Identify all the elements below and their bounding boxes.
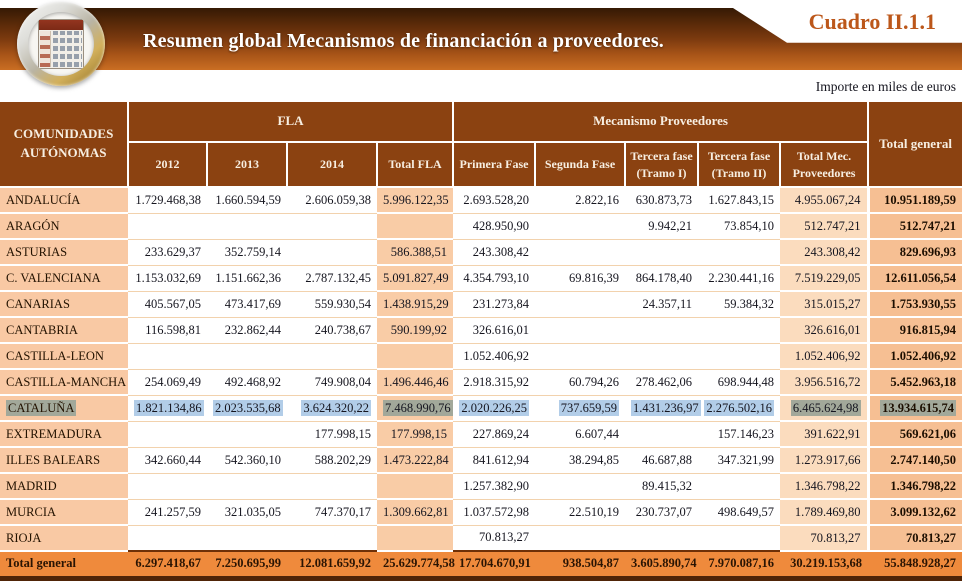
cell-segunda-fase-total: 938.504,87 bbox=[535, 551, 625, 578]
cell-tercera-fase-tramo-i: 24.357,11 bbox=[625, 291, 698, 317]
table-row bbox=[0, 187, 962, 213]
community-name: MADRID bbox=[0, 473, 128, 499]
calculator-display bbox=[39, 20, 83, 30]
cell-tercera-fase-tramo-i: 230.737,07 bbox=[625, 499, 698, 525]
cell-tercera-fase-tramo-ii: 498.649,57 bbox=[698, 499, 780, 525]
cell-primera-fase: 1.257.382,90 bbox=[453, 473, 535, 499]
cell-tercera-fase-tramo-ii bbox=[698, 317, 780, 343]
cell-primera-fase: 841.612,94 bbox=[453, 447, 535, 473]
selection-highlight: 13.934.615,74 bbox=[882, 400, 955, 415]
cell-total-mec-proveedores: 1.052.406,92 bbox=[780, 343, 868, 369]
cell-tercera-fase-tramo-ii: 73.854,10 bbox=[698, 213, 780, 239]
cell-2014 bbox=[287, 525, 377, 551]
cell-2014: 588.202,29 bbox=[287, 447, 377, 473]
cell-tercera-fase-tramo-ii: 59.384,32 bbox=[698, 291, 780, 317]
table-footer bbox=[0, 551, 962, 578]
selection-highlight: 1.431.236,97 bbox=[633, 400, 699, 415]
selection-highlight: 2.020.226,25 bbox=[461, 400, 527, 415]
selection-highlight: CATALUÑA bbox=[8, 400, 75, 415]
column-group-fla: FLA bbox=[128, 102, 453, 142]
cell-2013 bbox=[207, 343, 287, 369]
cell-total-general: 10.951.189,59 bbox=[868, 187, 962, 213]
cell-2012: 233.629,37 bbox=[128, 239, 207, 265]
cell-total-mec-proveedores bbox=[780, 395, 868, 421]
cell-segunda-fase: 60.794,26 bbox=[535, 369, 625, 395]
cell-tercera-fase-tramo-ii bbox=[698, 239, 780, 265]
cell-tercera-fase-tramo-ii: 698.944,48 bbox=[698, 369, 780, 395]
cell-2014: 747.370,17 bbox=[287, 499, 377, 525]
cell-total-mec-proveedores: 391.622,91 bbox=[780, 421, 868, 447]
cell-2013 bbox=[207, 213, 287, 239]
cell-total-mec-proveedores: 1.789.469,80 bbox=[780, 499, 868, 525]
cell-tercera-fase-tramo-i: 864.178,40 bbox=[625, 265, 698, 291]
cell-tercera-fase-tramo-i-total: 3.605.890,74 bbox=[625, 551, 698, 578]
community-name: CASTILLA-MANCHA bbox=[0, 369, 128, 395]
cell-2012 bbox=[128, 473, 207, 499]
column-header-tercera-fase-tramo-i: Tercera fase (Tramo I) bbox=[625, 142, 698, 187]
total-row bbox=[0, 551, 962, 578]
cell-2014: 2.787.132,45 bbox=[287, 265, 377, 291]
cell-total-general: 1.346.798,22 bbox=[868, 473, 962, 499]
calculator-icon-inner bbox=[28, 12, 94, 76]
column-header-2013: 2013 bbox=[207, 142, 287, 187]
cell-2013-total: 7.250.695,99 bbox=[207, 551, 287, 578]
cell-total-mec-proveedores: 315.015,27 bbox=[780, 291, 868, 317]
community-name: ANDALUCÍA bbox=[0, 187, 128, 213]
table-header bbox=[0, 102, 962, 187]
cell-total-fla: 1.496.446,46 bbox=[377, 369, 453, 395]
column-header-total-mec-proveedores: Total Mec. Proveedores bbox=[780, 142, 868, 187]
cell-total-fla bbox=[377, 395, 453, 421]
community-name: MURCIA bbox=[0, 499, 128, 525]
cell-2013 bbox=[207, 421, 287, 447]
community-name: CANARIAS bbox=[0, 291, 128, 317]
table-row bbox=[0, 421, 962, 447]
cell-2013: 542.360,10 bbox=[207, 447, 287, 473]
column-header-total-general: Total general bbox=[868, 102, 962, 187]
community-name: C. VALENCIANA bbox=[0, 265, 128, 291]
cell-2013: 321.035,05 bbox=[207, 499, 287, 525]
cell-2013: 1.151.662,36 bbox=[207, 265, 287, 291]
cell-2013: 473.417,69 bbox=[207, 291, 287, 317]
cell-tercera-fase-tramo-i: 89.415,32 bbox=[625, 473, 698, 499]
cell-tercera-fase-tramo-i bbox=[625, 395, 698, 421]
table-number-badge: Cuadro II.1.1 bbox=[808, 9, 936, 34]
community-name: RIOJA bbox=[0, 525, 128, 551]
selection-highlight: 737.659,59 bbox=[560, 400, 617, 415]
cell-total-fla bbox=[377, 343, 453, 369]
cell-segunda-fase bbox=[535, 213, 625, 239]
table-row bbox=[0, 525, 962, 551]
cell-2014: 749.908,04 bbox=[287, 369, 377, 395]
selection-highlight: 2.023.535,68 bbox=[215, 400, 281, 415]
cell-primera-fase: 243.308,42 bbox=[453, 239, 535, 265]
cell-2014 bbox=[287, 213, 377, 239]
table-row bbox=[0, 395, 962, 421]
cell-2012 bbox=[128, 395, 207, 421]
cell-total-fla: 590.199,92 bbox=[377, 317, 453, 343]
cell-2014: 240.738,67 bbox=[287, 317, 377, 343]
column-header-communities: COMUNIDADES AUTÓNOMAS bbox=[0, 102, 128, 187]
cell-total-general: 2.747.140,50 bbox=[868, 447, 962, 473]
cell-tercera-fase-tramo-i bbox=[625, 343, 698, 369]
calculator-key-grid bbox=[53, 31, 82, 67]
cell-2012 bbox=[128, 421, 207, 447]
cell-primera-fase: 428.950,90 bbox=[453, 213, 535, 239]
cell-tercera-fase-tramo-ii bbox=[698, 343, 780, 369]
cell-tercera-fase-tramo-ii: 2.230.441,16 bbox=[698, 265, 780, 291]
cell-total-general bbox=[868, 395, 962, 421]
cell-total-mec-proveedores: 70.813,27 bbox=[780, 525, 868, 551]
cell-tercera-fase-tramo-i bbox=[625, 421, 698, 447]
cell-total-general: 1.753.930,55 bbox=[868, 291, 962, 317]
cell-total-general: 70.813,27 bbox=[868, 525, 962, 551]
cell-total-mec-proveedores: 512.747,21 bbox=[780, 213, 868, 239]
cell-tercera-fase-tramo-i bbox=[625, 239, 698, 265]
cell-2012 bbox=[128, 213, 207, 239]
cell-total-fla: 1.309.662,81 bbox=[377, 499, 453, 525]
community-name: EXTREMADURA bbox=[0, 421, 128, 447]
table-row bbox=[0, 239, 962, 265]
cell-tercera-fase-tramo-ii bbox=[698, 473, 780, 499]
cell-2013 bbox=[207, 473, 287, 499]
cell-2014 bbox=[287, 473, 377, 499]
cell-total-mec-proveedores: 3.956.516,72 bbox=[780, 369, 868, 395]
column-group-mecanismo-proveedores: Mecanismo Proveedores bbox=[453, 102, 868, 142]
column-header-total-fla: Total FLA bbox=[377, 142, 453, 187]
cell-total-fla bbox=[377, 473, 453, 499]
cell-2014: 177.998,15 bbox=[287, 421, 377, 447]
cell-total-general: 3.099.132,62 bbox=[868, 499, 962, 525]
cell-2014: 559.930,54 bbox=[287, 291, 377, 317]
cell-2012-total: 6.297.418,67 bbox=[128, 551, 207, 578]
table-row bbox=[0, 291, 962, 317]
cell-total-mec-proveedores-total: 30.219.153,68 bbox=[780, 551, 868, 578]
cell-total-mec-proveedores: 243.308,42 bbox=[780, 239, 868, 265]
column-header-segunda-fase: Segunda Fase bbox=[535, 142, 625, 187]
cell-tercera-fase-tramo-ii: 1.627.843,15 bbox=[698, 187, 780, 213]
cell-2012: 405.567,05 bbox=[128, 291, 207, 317]
cell-total-general: 829.696,93 bbox=[868, 239, 962, 265]
cell-2014-total: 12.081.659,92 bbox=[287, 551, 377, 578]
cell-segunda-fase bbox=[535, 317, 625, 343]
cell-tercera-fase-tramo-i: 9.942,21 bbox=[625, 213, 698, 239]
cell-primera-fase: 1.037.572,98 bbox=[453, 499, 535, 525]
cell-2013: 352.759,14 bbox=[207, 239, 287, 265]
total-row-label: Total general bbox=[0, 551, 128, 578]
cell-2012: 1.153.032,69 bbox=[128, 265, 207, 291]
cell-total-fla: 1.438.915,29 bbox=[377, 291, 453, 317]
cell-2014 bbox=[287, 239, 377, 265]
column-header-2012: 2012 bbox=[128, 142, 207, 187]
table-row bbox=[0, 369, 962, 395]
cell-total-general: 12.611.056,54 bbox=[868, 265, 962, 291]
cell-total-general: 569.621,06 bbox=[868, 421, 962, 447]
cell-tercera-fase-tramo-i: 278.462,06 bbox=[625, 369, 698, 395]
cell-primera-fase: 1.052.406,92 bbox=[453, 343, 535, 369]
cell-total-general-total: 55.848.928,27 bbox=[868, 551, 962, 578]
cell-2014: 2.606.059,38 bbox=[287, 187, 377, 213]
cell-segunda-fase bbox=[535, 395, 625, 421]
cell-primera-fase: 4.354.793,10 bbox=[453, 265, 535, 291]
cell-primera-fase: 326.616,01 bbox=[453, 317, 535, 343]
cell-total-general: 916.815,94 bbox=[868, 317, 962, 343]
cell-2012 bbox=[128, 525, 207, 551]
cell-segunda-fase bbox=[535, 473, 625, 499]
table-row bbox=[0, 265, 962, 291]
cell-tercera-fase-tramo-i: 630.873,73 bbox=[625, 187, 698, 213]
community-name: ILLES BALEARS bbox=[0, 447, 128, 473]
cell-2013 bbox=[207, 525, 287, 551]
cell-primera-fase: 70.813,27 bbox=[453, 525, 535, 551]
cell-2014 bbox=[287, 343, 377, 369]
cell-total-mec-proveedores: 1.346.798,22 bbox=[780, 473, 868, 499]
selection-highlight: 1.821.134,86 bbox=[136, 400, 202, 415]
cell-total-mec-proveedores: 326.616,01 bbox=[780, 317, 868, 343]
cell-segunda-fase: 22.510,19 bbox=[535, 499, 625, 525]
cell-segunda-fase: 38.294,85 bbox=[535, 447, 625, 473]
cell-total-mec-proveedores: 1.273.917,66 bbox=[780, 447, 868, 473]
cell-primera-fase bbox=[453, 395, 535, 421]
cell-total-fla bbox=[377, 525, 453, 551]
community-name: CANTABRIA bbox=[0, 317, 128, 343]
cell-tercera-fase-tramo-ii bbox=[698, 395, 780, 421]
cell-tercera-fase-tramo-i bbox=[625, 317, 698, 343]
cell-total-fla bbox=[377, 213, 453, 239]
cell-tercera-fase-tramo-ii-total: 7.970.087,16 bbox=[698, 551, 780, 578]
cell-2012: 241.257,59 bbox=[128, 499, 207, 525]
cell-segunda-fase bbox=[535, 525, 625, 551]
cell-total-fla: 177.998,15 bbox=[377, 421, 453, 447]
table-row bbox=[0, 317, 962, 343]
table-row bbox=[0, 447, 962, 473]
cell-tercera-fase-tramo-ii: 157.146,23 bbox=[698, 421, 780, 447]
cell-total-mec-proveedores: 4.955.067,24 bbox=[780, 187, 868, 213]
calculator-glyph bbox=[38, 19, 84, 69]
community-name: ARAGÓN bbox=[0, 213, 128, 239]
selection-highlight: 3.624.320,22 bbox=[303, 400, 369, 415]
community-name: ASTURIAS bbox=[0, 239, 128, 265]
selection-highlight: 2.276.502,16 bbox=[706, 400, 772, 415]
cell-2012: 116.598,81 bbox=[128, 317, 207, 343]
calculator-icon bbox=[17, 2, 105, 86]
community-name: CASTILLA-LEON bbox=[0, 343, 128, 369]
table-body bbox=[0, 187, 962, 551]
page-title: Resumen global Mecanismos de financiación a proveedores. bbox=[143, 30, 665, 52]
cell-primera-fase: 227.869,24 bbox=[453, 421, 535, 447]
column-header-primera-fase: Primera Fase bbox=[453, 142, 535, 187]
cell-primera-fase: 2.693.528,20 bbox=[453, 187, 535, 213]
table-row bbox=[0, 213, 962, 239]
cell-tercera-fase-tramo-i bbox=[625, 525, 698, 551]
units-note: Importe en miles de euros bbox=[815, 79, 956, 94]
cell-primera-fase: 2.918.315,92 bbox=[453, 369, 535, 395]
cell-segunda-fase bbox=[535, 291, 625, 317]
cell-2012: 1.729.468,38 bbox=[128, 187, 207, 213]
column-header-tercera-fase-tramo-ii: Tercera fase (Tramo II) bbox=[698, 142, 780, 187]
cell-2013: 492.468,92 bbox=[207, 369, 287, 395]
cell-segunda-fase: 2.822,16 bbox=[535, 187, 625, 213]
cell-primera-fase: 231.273,84 bbox=[453, 291, 535, 317]
cell-total-general: 5.452.963,18 bbox=[868, 369, 962, 395]
calculator-body bbox=[39, 30, 83, 68]
cell-tercera-fase-tramo-ii: 347.321,99 bbox=[698, 447, 780, 473]
cell-2013 bbox=[207, 395, 287, 421]
cell-2013: 1.660.594,59 bbox=[207, 187, 287, 213]
cell-2012: 342.660,44 bbox=[128, 447, 207, 473]
cell-total-general: 1.052.406,92 bbox=[868, 343, 962, 369]
table-row bbox=[0, 473, 962, 499]
cell-total-fla: 5.996.122,35 bbox=[377, 187, 453, 213]
selection-highlight: 6.465.624,98 bbox=[792, 400, 859, 415]
cell-2012: 254.069,49 bbox=[128, 369, 207, 395]
cell-2012 bbox=[128, 343, 207, 369]
cell-segunda-fase: 6.607,44 bbox=[535, 421, 625, 447]
cell-total-fla: 5.091.827,49 bbox=[377, 265, 453, 291]
table-row bbox=[0, 343, 962, 369]
calculator-side-keys bbox=[40, 31, 51, 67]
cell-total-fla: 1.473.222,84 bbox=[377, 447, 453, 473]
table-row bbox=[0, 499, 962, 525]
cell-segunda-fase bbox=[535, 239, 625, 265]
cell-tercera-fase-tramo-i: 46.687,88 bbox=[625, 447, 698, 473]
cell-2014 bbox=[287, 395, 377, 421]
column-header-2014: 2014 bbox=[287, 142, 377, 187]
cell-primera-fase-total: 17.704.670,91 bbox=[453, 551, 535, 578]
cell-2013: 232.862,44 bbox=[207, 317, 287, 343]
cell-total-fla-total: 25.629.774,58 bbox=[377, 551, 453, 578]
cell-segunda-fase bbox=[535, 343, 625, 369]
cell-segunda-fase: 69.816,39 bbox=[535, 265, 625, 291]
cell-total-mec-proveedores: 7.519.229,05 bbox=[780, 265, 868, 291]
financing-summary-table bbox=[0, 102, 962, 581]
cell-total-fla: 586.388,51 bbox=[377, 239, 453, 265]
community-name bbox=[0, 395, 128, 421]
cell-total-general: 512.747,21 bbox=[868, 213, 962, 239]
cell-tercera-fase-tramo-ii bbox=[698, 525, 780, 551]
selection-highlight: 7.468.990,76 bbox=[385, 400, 451, 415]
